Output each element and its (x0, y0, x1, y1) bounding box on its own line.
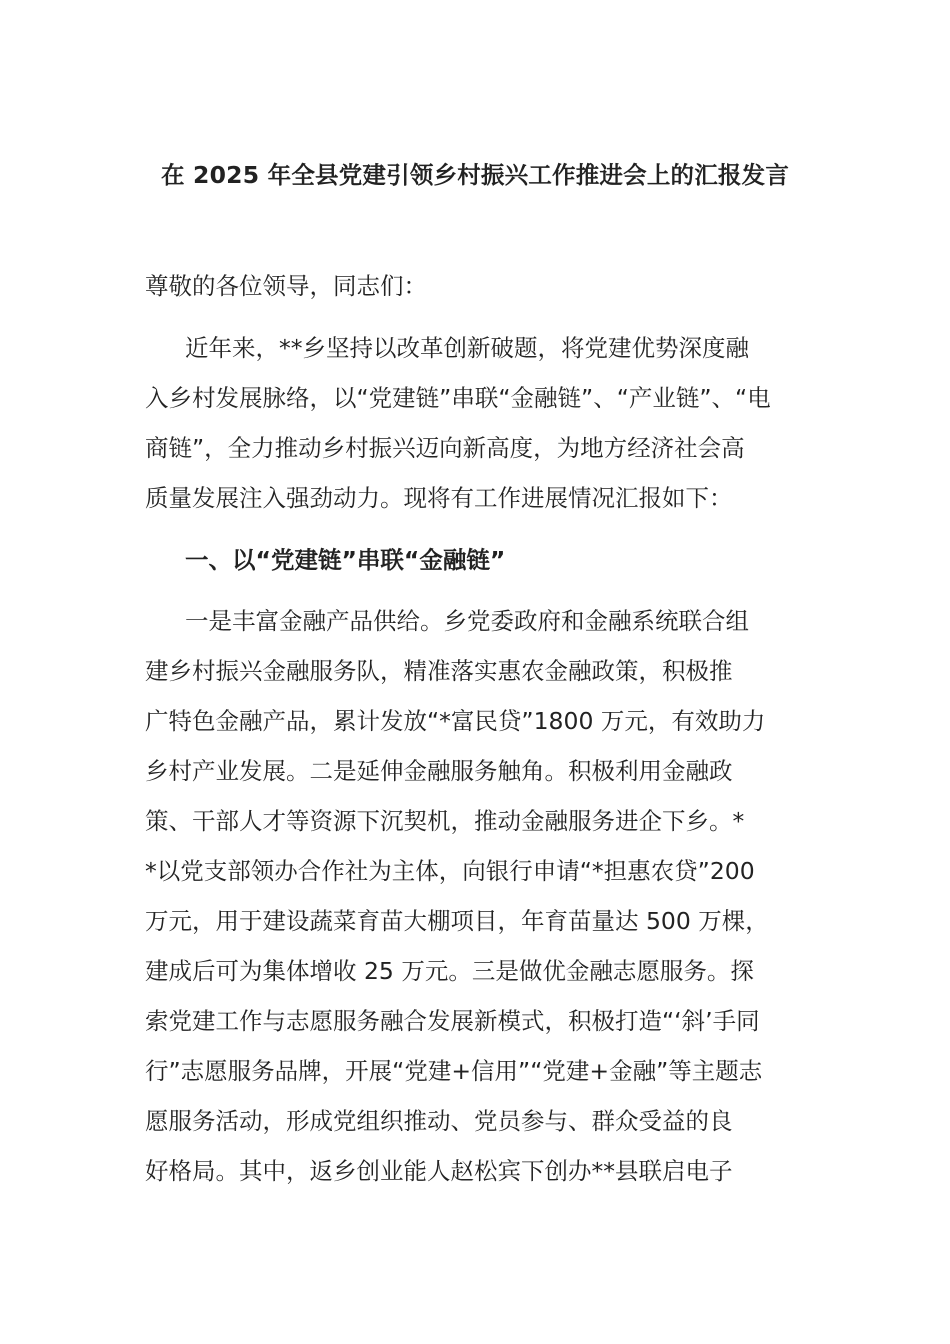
intro-line-2: 入乡村发展脉络，以“党建链”串联“金融链”、“产业链”、“电 (145, 384, 771, 412)
section1-line-9: 索党建工作与志愿服务融合发展新模式，积极打造“‘斜’手同 (145, 1007, 760, 1035)
intro-line-1: 近年来，**乡坚持以改革创新破题，将党建优势深度融 (185, 334, 749, 362)
section1-line-8: 建成后可为集体增收 25 万元。三是做优金融志愿服务。探 (145, 957, 754, 985)
section1-line-7: 万元，用于建设蔬菜育苗大棚项目，年育苗量达 500 万棵， (145, 907, 769, 935)
section1-line-6: *以党支部领办合作社为主体，向银行申请“*担惠农贷”200 (145, 857, 755, 885)
section1-line-3: 广特色金融产品，累计发放“*富民贷”1800 万元，有效助力 (145, 707, 766, 735)
section1-line-1: 一是丰富金融产品供给。乡党委政府和金融系统联合组 (185, 607, 749, 635)
section1-line-11: 愿服务活动，形成党组织推动、党员参与、群众受益的良 (145, 1107, 733, 1135)
document-title: 在 2025 年全县党建引领乡村振兴工作推进会上的汇报发言 (160, 161, 790, 189)
section1-line-5: 策、干部人才等资源下沉契机，推动金融服务进企下乡。* (145, 807, 745, 835)
section1-line-2: 建乡村振兴金融服务队，精准落实惠农金融政策，积极推 (145, 657, 733, 685)
section1-line-10: 行”志愿服务品牌，开展“党建+信用”“党建+金融”等主题志 (145, 1057, 763, 1085)
section1-line-12: 好格局。其中，返乡创业能人赵松宾下创办**县联启电子 (145, 1157, 733, 1185)
greeting-line: 尊敬的各位领导，同志们： (145, 272, 427, 300)
intro-line-4: 质量发展注入强劲动力。现将有工作进展情况汇报如下： (145, 484, 733, 512)
intro-line-3: 商链”，全力推动乡村振兴迈向新高度，为地方经济社会高 (145, 434, 745, 462)
section-heading-1: 一、以“党建链”串联“金融链” (185, 546, 506, 574)
section1-line-4: 乡村产业发展。二是延伸金融服务触角。积极利用金融政 (145, 757, 733, 785)
